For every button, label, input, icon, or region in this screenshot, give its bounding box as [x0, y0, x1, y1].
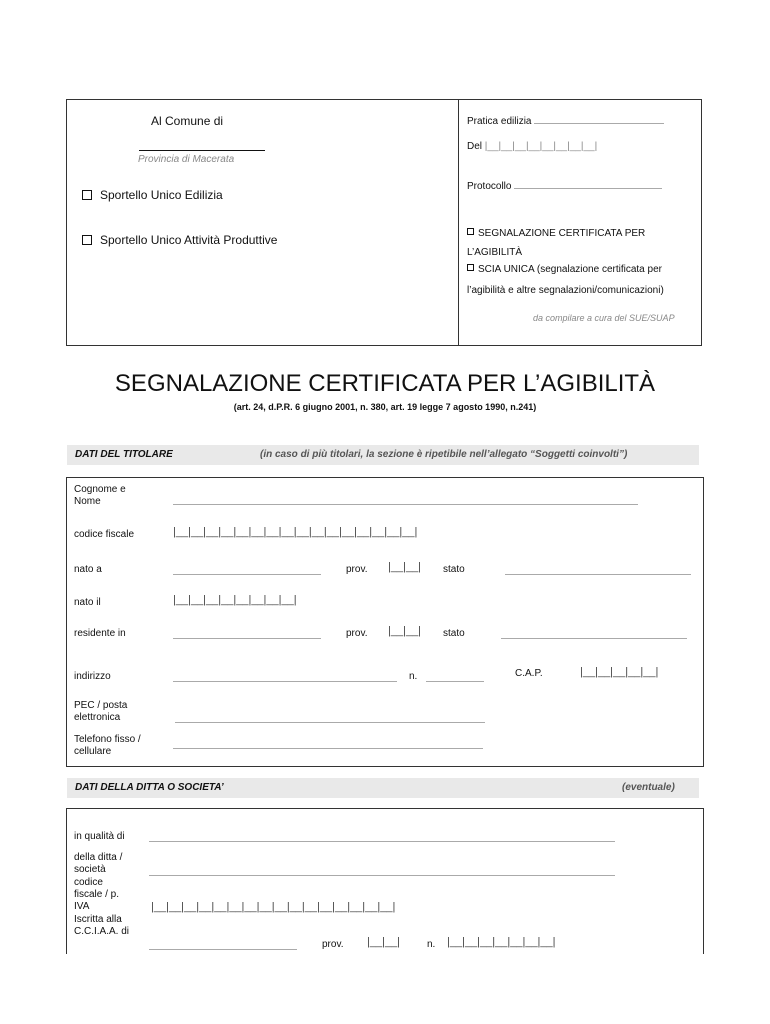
cciaa-n-label: n.: [427, 939, 436, 950]
header-divider: [458, 100, 459, 345]
civico-label: n.: [409, 671, 418, 682]
indirizzo-label: indirizzo: [74, 671, 111, 682]
option-sue-label: Sportello Unico Edilizia: [100, 188, 223, 202]
protocollo-field[interactable]: [514, 188, 662, 189]
residente-label: residente in: [74, 628, 126, 639]
del-text: Del: [467, 141, 483, 152]
nato-a-field[interactable]: [173, 574, 321, 575]
res-prov-label: prov.: [346, 628, 368, 639]
titolare-box: [66, 477, 704, 767]
protocollo-text: Protocollo: [467, 181, 512, 192]
checkbox-icon[interactable]: [82, 190, 92, 200]
opt2-line1: SCIA UNICA (segnalazione certificata per: [478, 264, 662, 275]
res-stato-field[interactable]: [501, 638, 687, 639]
option-suap-label: Sportello Unico Attività Produttive: [100, 233, 278, 247]
provincia-label: Provincia di Macerata: [138, 154, 235, 165]
opt2-line2: l’agibilità e altre segnalazioni/comunicazioni): [467, 285, 664, 296]
nato-stato-field[interactable]: [505, 574, 691, 575]
nato-prov-cells[interactable]: |__|__|: [388, 561, 422, 573]
page-subtitle: (art. 24, d.P.R. 6 giugno 2001, n. 380, art. 19 legge 7 agosto 1990, n.241): [233, 402, 537, 412]
cf-cells[interactable]: |__|__|__|__|__|__|__|__|__|__|__|__|__|__|__|__|: [173, 526, 418, 538]
section-titolare-note: (in caso di più titolari, la sezione è ripetibile nell’allegato “Soggetti coinvolti”): [260, 449, 628, 460]
protocollo-label: [467, 181, 662, 192]
section-titolare-header: [67, 445, 699, 465]
tel-label: Telefono fisso / cellulare: [74, 734, 141, 757]
cciaa-prov-cells[interactable]: |__|__|: [367, 936, 401, 948]
cognome-field[interactable]: [173, 504, 638, 505]
ditta-field[interactable]: [149, 875, 615, 876]
cciaa-prov-label: prov.: [322, 939, 344, 950]
pratica-text: Pratica edilizia: [467, 116, 532, 127]
pratica-field[interactable]: [534, 123, 664, 124]
sue-note: da compilare a cura del SUE/SUAP: [533, 313, 675, 323]
nato-prov-label: prov.: [346, 564, 368, 575]
comune-label: Al Comune di: [151, 114, 224, 128]
checkbox-icon[interactable]: [82, 235, 92, 245]
option-scia-unica[interactable]: [467, 259, 664, 301]
comune-field[interactable]: [139, 150, 265, 151]
nato-il-label: nato il: [74, 597, 101, 608]
qualita-label: in qualità di: [74, 831, 125, 842]
cap-label: C.A.P.: [515, 668, 543, 679]
ditta-label: della ditta / società: [74, 852, 123, 875]
option-sue[interactable]: [82, 188, 223, 202]
cciaa-field[interactable]: [149, 949, 297, 950]
ditta-cf-label: codice fiscale / p. IVA: [74, 877, 120, 912]
checkbox-icon[interactable]: [467, 264, 474, 271]
civico-field[interactable]: [426, 681, 484, 682]
ditta-box: [66, 808, 704, 954]
section-ditta-header: [67, 778, 699, 798]
res-stato-label: stato: [443, 628, 465, 639]
del-cells[interactable]: |__|__|__|__|__|__|__|__|: [484, 141, 598, 152]
option-scia-agibilita[interactable]: [467, 224, 645, 262]
page-title: SEGNALAZIONE CERTIFICATA PER L’AGIBILITÀ: [114, 370, 656, 397]
section-ditta-title: DATI DELLA DITTA O SOCIETA’: [75, 782, 224, 793]
res-prov-cells[interactable]: |__|__|: [388, 625, 422, 637]
residente-field[interactable]: [173, 638, 321, 639]
opt1-line1: SEGNALAZIONE CERTIFICATA PER: [478, 228, 646, 239]
nato-il-cells[interactable]: |__|__|__|__|__|__|__|__|: [173, 594, 297, 606]
checkbox-icon[interactable]: [467, 228, 474, 235]
qualita-field[interactable]: [149, 841, 615, 842]
cciaa-label: Iscritta alla C.C.I.A.A. di: [74, 914, 130, 937]
cognome-label: Cognome e Nome: [74, 484, 126, 507]
indirizzo-field[interactable]: [173, 681, 397, 682]
nato-stato-label: stato: [443, 564, 465, 575]
pec-field[interactable]: [175, 722, 485, 723]
pec-label: PEC / posta elettronica: [74, 700, 128, 723]
option-suap[interactable]: [82, 233, 277, 247]
tel-field[interactable]: [173, 748, 483, 749]
section-titolare-title: DATI DEL TITOLARE: [75, 449, 173, 460]
del-label: [467, 141, 597, 152]
opt1-line2: L’AGIBILITÀ: [467, 247, 523, 258]
cciaa-n-cells[interactable]: |__|__|__|__|__|__|__|: [447, 936, 556, 948]
ditta-cf-cells[interactable]: |__|__|__|__|__|__|__|__|__|__|__|__|__|__|__|__|: [151, 901, 396, 913]
section-ditta-note: (eventuale): [622, 782, 675, 793]
header-box: [66, 99, 702, 346]
pratica-label: [467, 116, 664, 127]
nato-a-label: nato a: [74, 564, 102, 575]
cf-label: codice fiscale: [74, 529, 135, 540]
cap-cells[interactable]: |__|__|__|__|__|: [580, 666, 659, 678]
